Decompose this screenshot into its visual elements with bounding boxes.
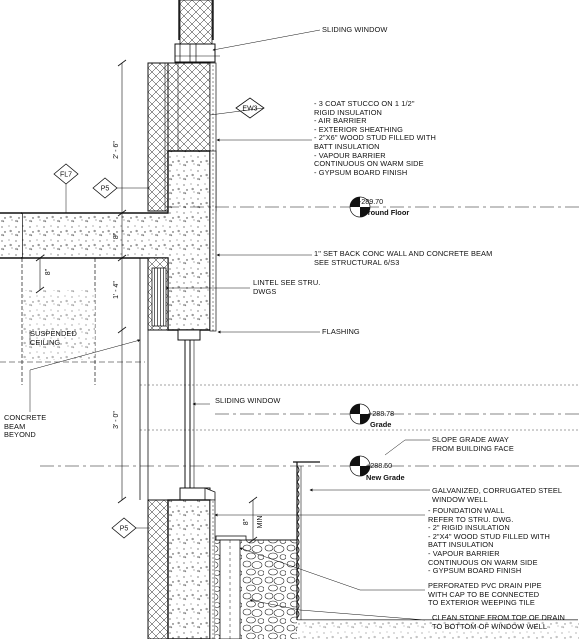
label-sliding-window-top: SLIDING WINDOW bbox=[322, 25, 388, 34]
label-concrete-beam: CONCRETE BEAM BEYOND bbox=[4, 413, 47, 440]
dimension-2ft6: 2' - 6" bbox=[113, 141, 120, 159]
tag-p5-upper-label: P5 bbox=[100, 185, 110, 193]
dimension-8in-ceiling: 8" bbox=[45, 268, 52, 276]
interior-finish-lines bbox=[140, 258, 148, 500]
tag-p5-upper bbox=[93, 178, 150, 198]
sliding-window-mid bbox=[178, 330, 215, 500]
label-clean-stone: CLEAN STONE FROM TOP OF DRAIN TO BOTTOM OF WINDOW WELL bbox=[432, 613, 565, 631]
level-marker-grade bbox=[350, 404, 370, 424]
sliding-window-head bbox=[175, 44, 220, 62]
level-new-grade-name: New Grade bbox=[366, 473, 405, 482]
level-grade-elevation: +288.78 bbox=[368, 409, 395, 418]
label-slope-grade: SLOPE GRADE AWAY FROM BUILDING FACE bbox=[432, 435, 514, 453]
dimension-3ft0: 3' - 0" bbox=[113, 411, 120, 429]
level-ground-elevation: +289.70 bbox=[357, 197, 384, 206]
dimension-8in-min: 8" bbox=[243, 518, 250, 526]
level-grade-name: Grade bbox=[370, 420, 392, 429]
label-suspended-ceiling: SUSPENDED CEILING bbox=[30, 329, 77, 347]
dimension-8in-beam: 8" bbox=[113, 232, 120, 240]
tag-ew3 bbox=[210, 98, 264, 118]
dimension-1ft4: 1' - 4" bbox=[113, 281, 120, 299]
label-wall-assembly: - 3 COAT STUCCO ON 1 1/2" RIGID INSULATION - AIR BARRIER - EXTERIOR SHEATHING - 2"X6" WOOD STUD FILLED WITH BATT INSULATION - VAPOUR BARRIER CONTINUOUS ON WARM SIDE - GYPSUM BOARD FINISH bbox=[314, 99, 436, 177]
tag-ew3-label: EW3 bbox=[242, 105, 258, 113]
label-drain-pipe: PERFORATED PVC DRAIN PIPE WITH CAP TO BE CONNECTED TO EXTERIOR WEEPING TILE bbox=[428, 581, 542, 608]
label-window-well: GALVANIZED, CORRUGATED STEEL WINDOW WELL bbox=[432, 486, 563, 504]
foundation-wall bbox=[148, 500, 215, 639]
window-well-fill bbox=[215, 536, 297, 639]
label-sliding-window-mid: SLIDING WINDOW bbox=[215, 396, 281, 405]
level-new-grade-elevation: +288.50 bbox=[366, 461, 393, 470]
label-foundation-wall: - FOUNDATION WALL REFER TO STRU. DWG. - 2" RIGID INSULATION - 2"X4" WOOD STUD FILLED WITH BATT INSULATION - VAPOUR BARRIER CONTINUOUS ON WARM SIDE - GYPSUM BOARD FINISH bbox=[428, 506, 550, 576]
tag-p5-lower bbox=[112, 518, 150, 538]
tag-fl7 bbox=[54, 164, 78, 213]
dimension-min-label: MIN bbox=[257, 515, 264, 529]
level-ground-name: Ground Floor bbox=[362, 208, 410, 217]
label-setback-wall: 1" SET BACK CONC WALL AND CONCRETE BEAM SEE STRUCTURAL 6/S3 bbox=[314, 249, 493, 267]
suspended-ceiling bbox=[0, 258, 145, 385]
tag-fl7-label: FL7 bbox=[59, 171, 73, 179]
lintel bbox=[148, 258, 168, 330]
tag-p5-lower-label: P5 bbox=[119, 525, 129, 533]
label-flashing: FLASHING bbox=[322, 327, 360, 336]
label-lintel: LINTEL SEE STRU. DWGS bbox=[253, 278, 321, 296]
